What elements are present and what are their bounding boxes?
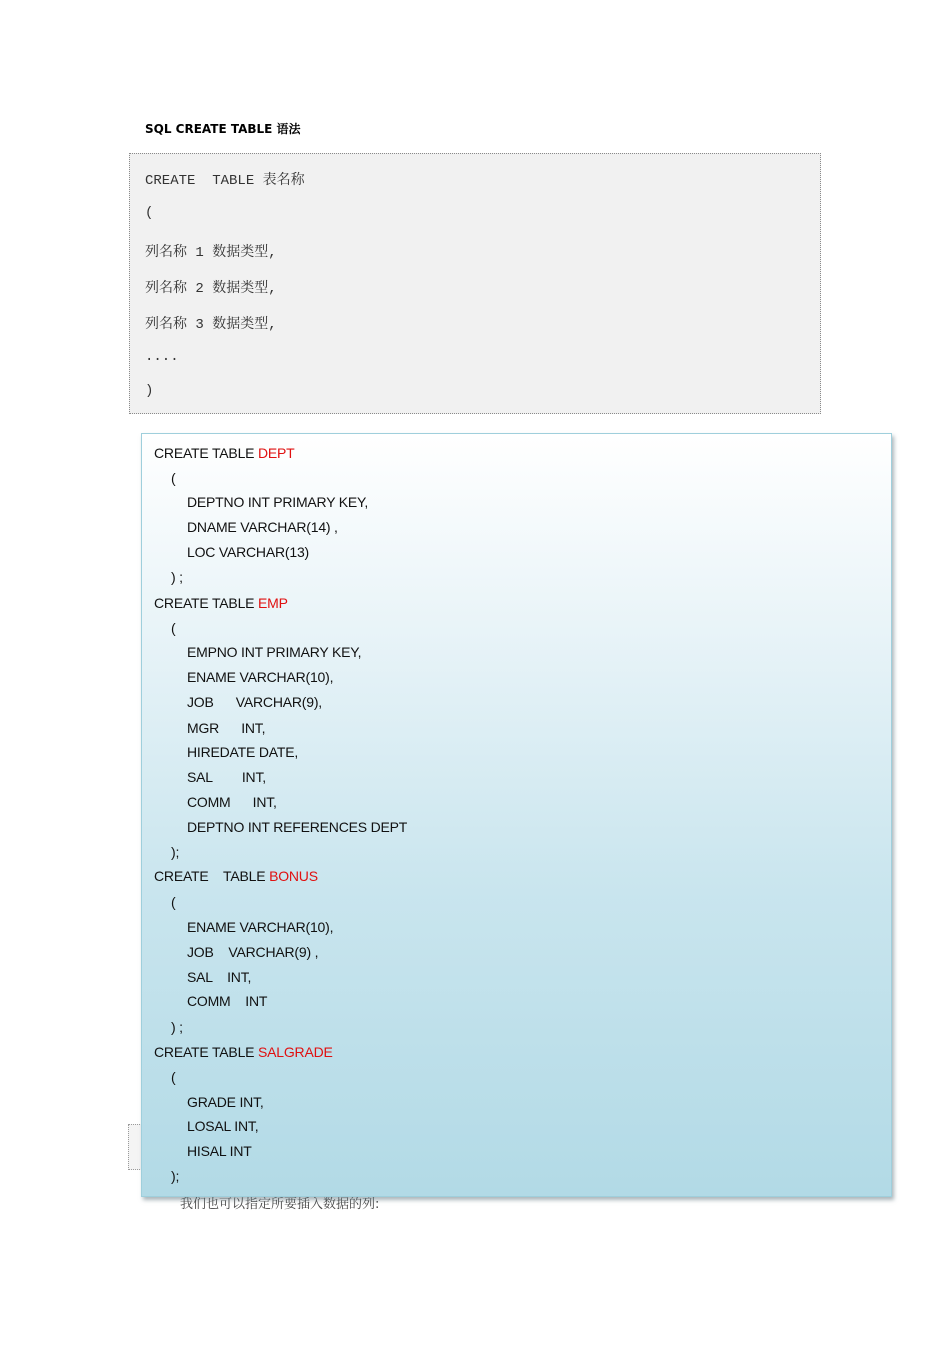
section-heading: SQL CREATE TABLE 语法 <box>145 122 301 136</box>
code-line: ( <box>171 894 176 910</box>
syntax-line: ) <box>145 383 154 399</box>
code-line-create-dept: CREATE TABLE DEPT <box>154 445 295 461</box>
code-line: COMM INT, <box>187 794 277 810</box>
code-line: HIREDATE DATE, <box>187 744 299 760</box>
code-line: DEPTNO INT PRIMARY KEY, <box>187 494 369 510</box>
table-name-dept: DEPT <box>258 445 295 461</box>
code-line: ENAME VARCHAR(10), <box>187 669 334 685</box>
syntax-line: 列名称 1 数据类型, <box>145 245 277 261</box>
sql-script-panel <box>141 433 892 1197</box>
code-line: ( <box>171 470 176 486</box>
code-line: EMPNO INT PRIMARY KEY, <box>187 644 362 660</box>
table-name-salgrade: SALGRADE <box>258 1044 333 1060</box>
code-line: JOB VARCHAR(9) , <box>187 944 319 960</box>
code-line-create-bonus: CREATE TABLE BONUS <box>154 868 318 884</box>
code-line: ( <box>171 620 176 636</box>
syntax-line: .... <box>145 349 179 365</box>
code-line: LOC VARCHAR(13) <box>187 544 309 560</box>
code-line: ( <box>171 1069 176 1085</box>
code-line: COMM INT <box>187 993 268 1009</box>
obscured-paragraph: 我们也可以指定所要插入数据的列: <box>180 1197 380 1212</box>
code-line: SAL INT, <box>187 969 252 985</box>
table-name-bonus: BONUS <box>269 868 318 884</box>
code-line: GRADE INT, <box>187 1094 264 1110</box>
syntax-line: 列名称 3 数据类型, <box>145 317 277 333</box>
code-line: ); <box>171 844 180 860</box>
code-line: ENAME VARCHAR(10), <box>187 919 334 935</box>
code-line: LOSAL INT, <box>187 1118 259 1134</box>
code-line-create-emp: CREATE TABLE EMP <box>154 595 288 611</box>
code-line: MGR INT, <box>187 720 266 736</box>
syntax-line: CREATE TABLE 表名称 <box>145 173 305 189</box>
syntax-line: ( <box>145 205 154 221</box>
syntax-line: 列名称 2 数据类型, <box>145 281 277 297</box>
code-line: ) ; <box>171 569 183 585</box>
code-line: DEPTNO INT REFERENCES DEPT <box>187 819 408 835</box>
table-name-emp: EMP <box>258 595 288 611</box>
code-line: SAL INT, <box>187 769 266 785</box>
code-line-create-salgrade: CREATE TABLE SALGRADE <box>154 1044 333 1060</box>
code-line: DNAME VARCHAR(14) , <box>187 519 338 535</box>
code-line: JOB VARCHAR(9), <box>187 694 322 710</box>
code-line: ); <box>171 1168 180 1184</box>
syntax-code-block <box>129 153 821 414</box>
code-line: ) ; <box>171 1019 183 1035</box>
code-line: HISAL INT <box>187 1143 252 1159</box>
